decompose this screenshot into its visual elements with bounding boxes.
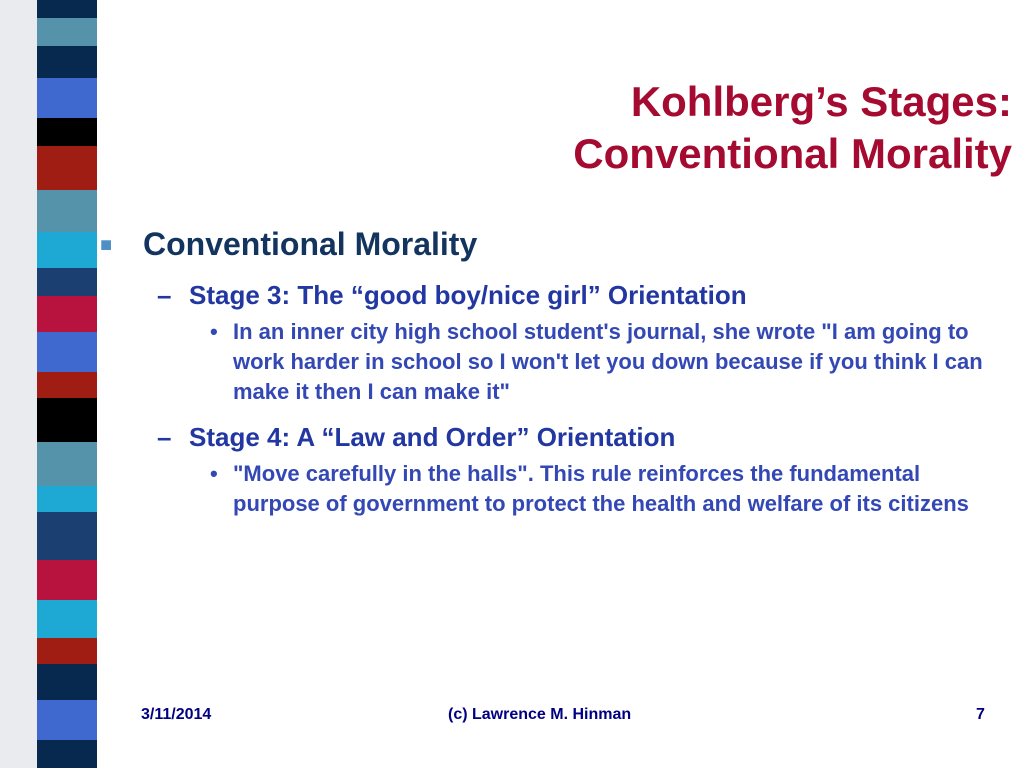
slide-title — [312, 76, 1012, 180]
dot-bullet-icon: • — [210, 461, 218, 486]
footer-author: (c) Lawrence M. Hinman — [448, 706, 632, 723]
stripe-segment — [37, 332, 97, 372]
stripe-segment — [37, 296, 97, 332]
stripe-segment — [37, 700, 97, 740]
stripe-segment — [37, 0, 97, 18]
stripe-segment — [37, 190, 97, 232]
stripe-segment — [37, 740, 97, 768]
sub-bullet-stage-4 — [157, 421, 1000, 453]
slide-body — [100, 224, 1000, 519]
sub-sub-bullet-stage-3-example — [210, 317, 1000, 407]
sub-bullet-stage-3 — [157, 279, 1000, 311]
sub-bullet-text: Stage 3: The “good boy/nice girl” Orientation — [189, 280, 747, 310]
stripe-segment — [37, 398, 97, 442]
stripe-segment — [37, 512, 97, 560]
stripe-segment — [37, 78, 97, 118]
stripe-background — [0, 0, 37, 768]
stripe-segment — [37, 486, 97, 512]
stripe-segment — [37, 232, 97, 268]
sub-sub-bullet-stage-4-example — [210, 459, 1000, 519]
dash-bullet-icon: – — [157, 422, 172, 452]
stripe-segment — [37, 146, 97, 190]
color-stripe-column — [37, 0, 97, 768]
stripe-segment — [37, 600, 97, 638]
stripe-segment — [37, 638, 97, 664]
stripe-segment — [37, 372, 97, 398]
stripe-segment — [37, 442, 97, 486]
slide-title-line-2: Conventional Morality — [573, 130, 1012, 177]
decorative-stripe-border — [0, 0, 97, 768]
stripe-segment — [37, 560, 97, 600]
bullet-conventional-morality — [100, 224, 1000, 265]
dash-bullet-icon: – — [157, 280, 172, 310]
sub-sub-bullet-text: "Move carefully in the halls". This rule reinforces the fundamental purpose of government to protect the health and welfare of its citizens — [233, 461, 969, 516]
stripe-segment — [37, 268, 97, 296]
square-bullet-icon: ■ — [100, 234, 113, 256]
stripe-segment — [37, 118, 97, 146]
bullet-text: Conventional Morality — [143, 226, 478, 262]
dot-bullet-icon: • — [210, 319, 218, 344]
stripe-segment — [37, 18, 97, 46]
stripe-segment — [37, 46, 97, 78]
footer-date: 3/11/2014 — [141, 706, 212, 723]
stripe-segment — [37, 664, 97, 700]
sub-sub-bullet-text: In an inner city high school student's journal, she wrote "I am going to work harder in school so I won't let you down because if you think I can make it then I can make it" — [233, 319, 983, 404]
footer-page-number: 7 — [976, 706, 985, 723]
sub-bullet-text: Stage 4: A “Law and Order” Orientation — [189, 422, 676, 452]
slide-title-line-1: Kohlberg’s Stages: — [630, 78, 1012, 125]
